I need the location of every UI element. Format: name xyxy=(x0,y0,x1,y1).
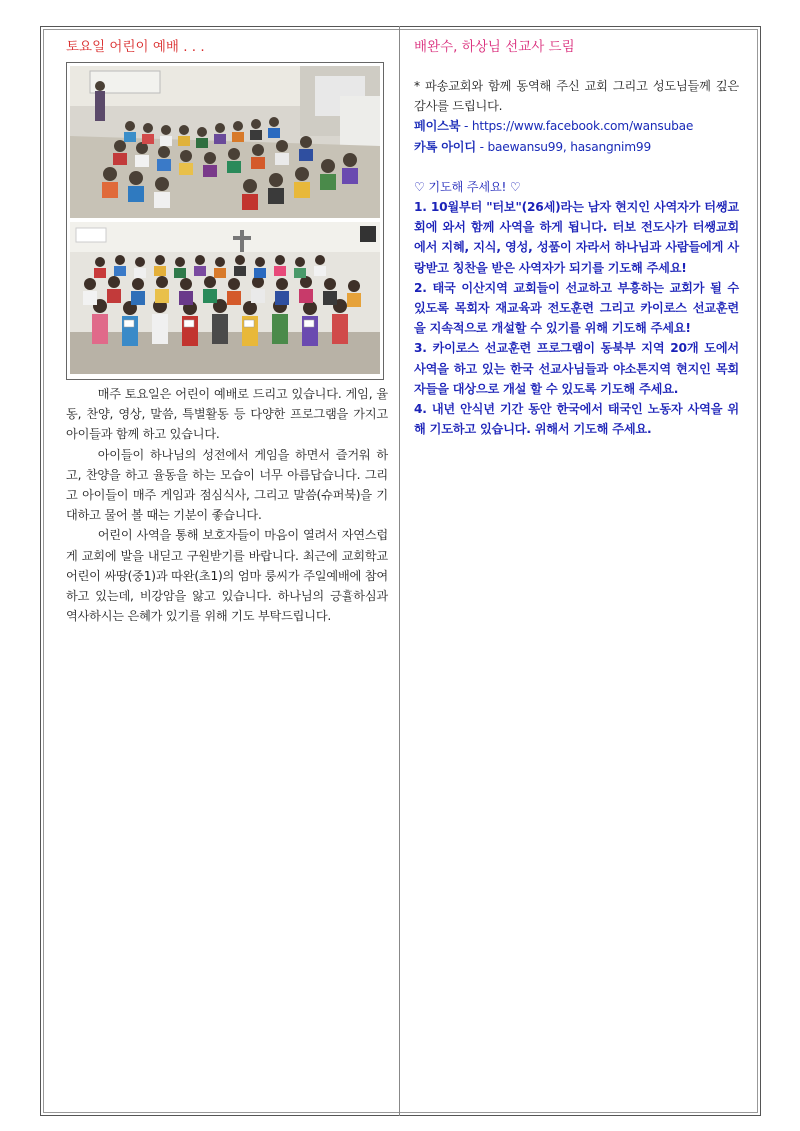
prayer-heading: ♡ 기도해 주세요! ♡ xyxy=(414,179,521,194)
left-column xyxy=(66,36,388,626)
paragraph: 어린이 사역을 통해 보호자들이 마음이 열려서 자연스럽게 교회에 발을 내딛고 구원받기를 바랍니다. 최근에 교회학교 어린이 싸땅(중1)과 따완(초1)의 엄마 룽씨가 주일예배에 참여하고 있는데, 비강암을 앓고 있습니다. 하나님의 긍휼하심과 역사하시는 은혜가 있기를 위해 기도 부탁드립니다. xyxy=(66,528,388,624)
photo-children-group xyxy=(70,222,380,374)
paragraph: 매주 토요일은 어린이 예배로 드리고 있습니다. 게임, 율동, 찬양, 영상, 말씀, 특별활동 등 다양한 프로그램을 가지고 아이들과 함께 하고 있습니다. xyxy=(66,387,388,442)
prayer-item: 2. 태국 이산지역 교회들이 선교하고 부흥하는 교회가 될 수 있도록 목회자 재교육과 전도훈련 그리고 카이로스 선교훈련을 지속적으로 개설할 수 있기를 위해 기도해 주세요! xyxy=(414,280,739,336)
photo-frame xyxy=(66,62,384,380)
facebook-line xyxy=(414,116,739,136)
facebook-label: 페이스북 xyxy=(414,119,461,134)
right-column xyxy=(414,36,739,439)
prayer-item: 4. 내년 안식년 기간 동안 한국에서 태국인 노동자 사역을 위해 기도하고 있습니다. 위해서 기도해 주세요. xyxy=(414,402,739,437)
author-title: 배완수, 하상님 선교사 드림 xyxy=(414,39,575,55)
right-body xyxy=(414,76,739,439)
kakao-label: 카톡 아이디 xyxy=(414,139,476,154)
kakao-id: - baewansu99, hasangnim99 xyxy=(475,139,652,154)
photo-children-sitting xyxy=(70,66,380,218)
prayer-item: 1. 10월부터 "터보"(26세)라는 남자 현지인 사역자가 터쌩교회에 와서 함께 사역을 하게 됩니다. 터보 전도사가 터쌩교회에서 지혜, 지식, 영성, 성품이 자라서 하나님과 사람들에게 사랑받고 칭찬을 받은 사역자가 되기를 기도해 주세요! xyxy=(414,200,739,275)
left-body xyxy=(66,384,388,626)
kakao-line xyxy=(414,137,739,157)
thanks-note: * 파송교회와 함께 동역해 주신 교회 그리고 성도님들께 깊은 감사를 드립니다. xyxy=(414,79,739,114)
facebook-link[interactable]: - https://www.facebook.com/wansubae xyxy=(460,119,694,134)
prayer-item: 3. 카이로스 선교훈련 프로그램이 동북부 지역 20개 도에서 사역을 하고 있는 한국 선교사님들과 야소톤지역 현지인 목회자들을 대상으로 개설 할 수 있도록 기도해 주세요. xyxy=(414,341,739,396)
section-title: 토요일 어린이 예배 . . . xyxy=(66,39,205,55)
paragraph: 아이들이 하나님의 성전에서 게임을 하면서 즐거워 하고, 찬양을 하고 율동을 하는 모습이 너무 아름답습니다. 그리고 아이들이 매주 게임과 점심식사, 그리고 말씀(슈퍼북)을 기대하고 물어 볼 때는 기분이 좋습니다. xyxy=(66,447,388,523)
column-divider xyxy=(399,26,400,1116)
